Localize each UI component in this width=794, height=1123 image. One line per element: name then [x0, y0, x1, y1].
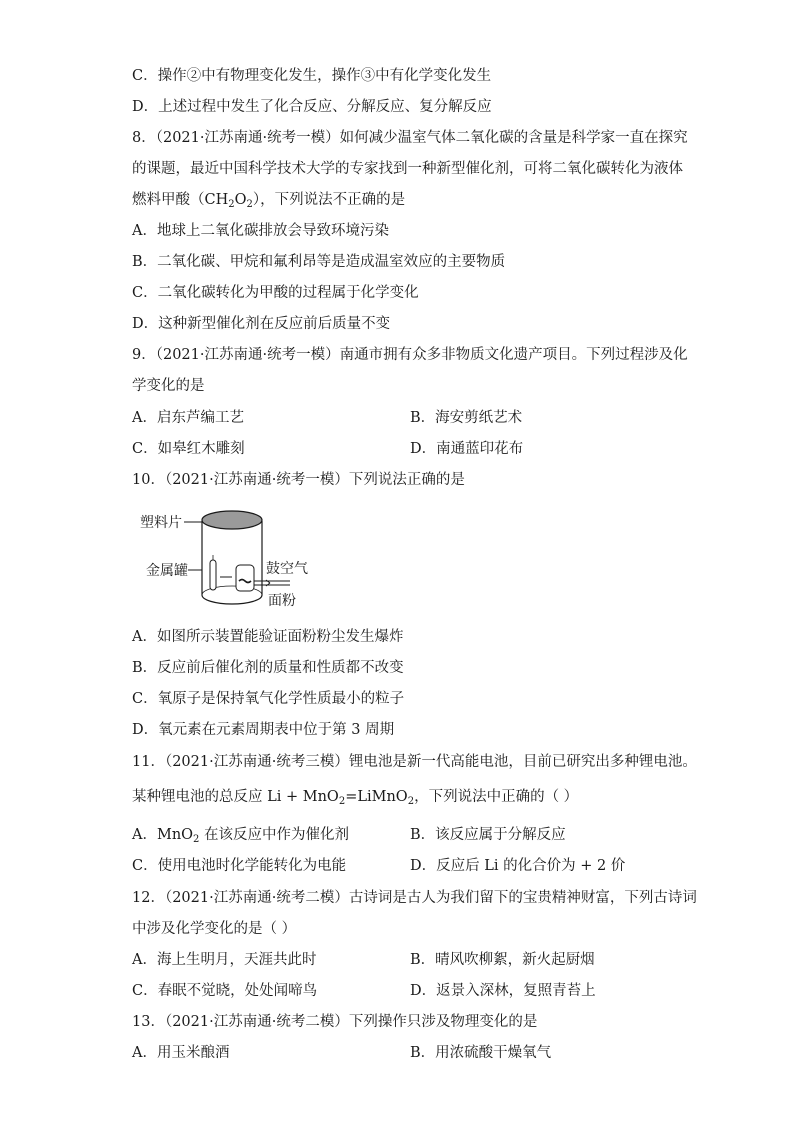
q8-option-a: A．地球上二氧化碳排放会导致环境污染 — [132, 223, 389, 239]
dust-explosion-apparatus-diagram — [140, 505, 340, 615]
option-c-prev: C．操作②中有物理变化发生，操作③中有化学变化发生 — [132, 68, 492, 84]
q11-option-b: B．该反应属于分解反应 — [410, 827, 566, 843]
q8-stem-2: 的课题，最近中国科学技术大学的专家找到一种新型催化剂，可将二氧化碳转化为液体 — [132, 161, 683, 177]
q10-option-c: C．氧原子是保持氧气化学性质最小的粒子 — [132, 691, 405, 707]
can-label: 金属罐 — [146, 563, 188, 579]
q11-option-c: C．使用电池时化学能转化为电能 — [132, 858, 347, 874]
q8-stem-1: 8．（2021·江苏南通·统考一模）如何减少温室气体二氧化碳的含量是科学家一直在探究 — [132, 130, 688, 146]
air-label: 鼓空气 — [266, 561, 308, 577]
option-d-prev: D．上述过程中发生了化合反应、分解反应、复分解反应 — [132, 99, 492, 115]
q12-stem-2: 中涉及化学变化的是（ ） — [132, 921, 297, 937]
can-bottom-front — [202, 595, 262, 604]
candle — [210, 560, 216, 590]
q9-option-d: D．南通蓝印花布 — [410, 441, 524, 457]
lid-label: 塑料片 — [140, 515, 182, 531]
q10-option-a: A．如图所示装置能验证面粉粉尘发生爆炸 — [132, 629, 404, 645]
q8-option-d: D．这种新型催化剂在反应前后质量不变 — [132, 316, 391, 332]
q12-stem-1: 12．（2021·江苏南通·统考二模）古诗词是古人为我们留下的宝贵精神财富，下列古诗词 — [132, 890, 697, 906]
q8-option-b: B．二氧化碳、甲烷和氟利昂等是造成温室效应的主要物质 — [132, 254, 506, 270]
flour-label: 面粉 — [268, 593, 296, 609]
flour-container — [236, 565, 254, 591]
q13-stem: 13．（2021·江苏南通·统考二模）下列操作只涉及物理变化的是 — [132, 1014, 538, 1030]
q9-option-a: A．启东芦编工艺 — [132, 410, 244, 426]
q9-option-b: B．海安剪纸艺术 — [410, 410, 523, 426]
q10-stem: 10．（2021·江苏南通·统考一模）下列说法正确的是 — [132, 472, 465, 488]
q9-option-c: C．如皋红木雕刻 — [132, 441, 245, 457]
q12-option-c: C．春眠不觉晓，处处闻啼鸟 — [132, 983, 318, 999]
q10-option-d: D．氧元素在元素周期表中位于第 3 周期 — [132, 722, 395, 738]
q10-option-b: B．反应前后催化剂的质量和性质都不改变 — [132, 660, 404, 676]
plastic-lid — [202, 511, 262, 529]
q9-stem-1: 9．（2021·江苏南通·统考一模）南通市拥有众多非物质文化遗产项目。下列过程涉及化 — [132, 347, 688, 363]
q12-option-b: B．晴风吹柳絮，新火起厨烟 — [410, 952, 595, 968]
q12-option-d: D．返景入深林，复照青苔上 — [410, 983, 596, 999]
q13-option-a: A．用玉米酿酒 — [132, 1045, 230, 1061]
q9-stem-2: 学变化的是 — [132, 378, 205, 394]
q13-option-b: B．用浓硫酸干燥氧气 — [410, 1045, 552, 1061]
q11-option-d: D．反应后 Li 的化合价为 + 2 价 — [410, 858, 626, 874]
q8-option-c: C．二氧化碳转化为甲酸的过程属于化学变化 — [132, 285, 419, 301]
q11-stem-2: 某种锂电池的总反应 Li + MnO$_2$=LiMnO$_2$，下列说法中正确的（ ） — [132, 789, 579, 807]
q11-stem-1: 11．（2021·江苏南通·统考三模）锂电池是新一代高能电池，目前已研究出多种锂电池。 — [132, 754, 697, 770]
q11-option-a: A．MnO$_2$ 在该反应中作为催化剂 — [132, 827, 350, 845]
q12-option-a: A．海上生明月，天涯共此时 — [132, 952, 317, 968]
q8-stem-3: 燃料甲酸$(CH_2O_2)$，下列说法不正确的是 — [132, 192, 406, 210]
